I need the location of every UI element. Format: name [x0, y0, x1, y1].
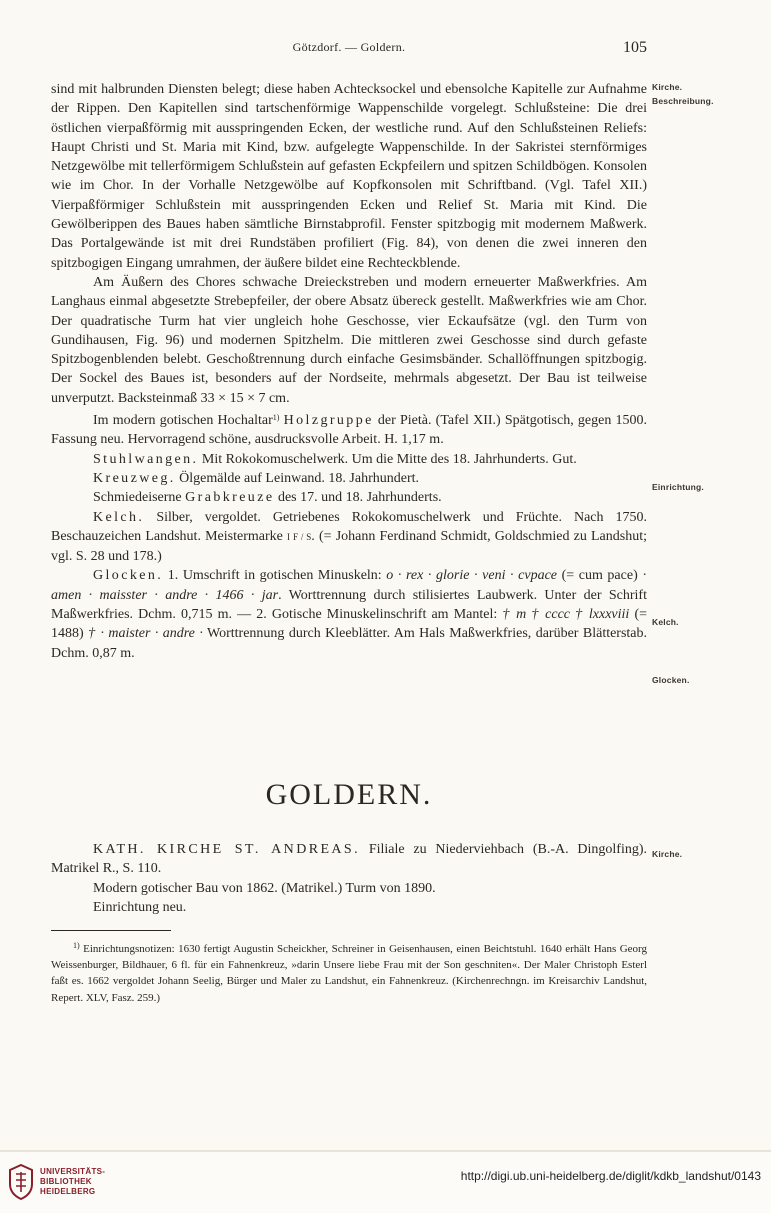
- inscription: † m † cccc † lxxxviii: [502, 607, 630, 623]
- university-library-name[interactable]: [40, 1167, 105, 1197]
- text-run: des 17. und 18. Jahrhunderts.: [277, 490, 442, 506]
- paragraph-description: sind mit halbrunden Diensten belegt; diese haben Achtecksockel und ebensolche Kapitelle zur Aufnahme der Rippen. Den Kapitellen sind tartschenförmige Wappenschilde vorgelegt. Schlußsteine: Die drei östlichen vierpaßförmig mit ausspringenden Ecken, der westliche rund. Auf den Schlußsteinen Reliefs: Haupt Christi und St. Maria mit Kind, bzw. aufgelegte Wappenschilde. In der Sakristei sternförmiges Netzgewölbe mit tellerförmigem Schlußstein auf gefasten Eckpfeilern und spitzen Schildbögen. Konsolen wie im Chor. In der Vorhalle Netzgewölbe auf Kopfkonsolen mit Schriftband. (Vgl. Tafel XII.) Vierpaßförmiger Schlußstein mit ausspringenden Ecken und Relief St. Maria mit Kind. Die Gewölberippen des Baues haben sämtliche Birnstabprofil. Fenster spitzbogig mit modernem Maßwerk. Das Portalgewände ist mit drei Rundstäben profiliert (Fig. 84), von denen die zwei inneren den spitzbogigen Eingang umrahmen, der äußere bildet eine Rechteckblende.: [51, 82, 647, 271]
- paragraph-bau: Modern gotischer Bau von 1862. (Matrikel.) Turm von 1890.: [93, 880, 436, 896]
- permalink-url[interactable]: http://digi.ub.uni-heidelberg.de/diglit/kdkb_landshut/0143: [460, 1169, 761, 1183]
- text-run: Mit Rokokomuschelwerk. Um die Mitte des 18. Jahrhunderts. Gut.: [201, 451, 577, 467]
- footnote-rule: [51, 930, 171, 931]
- viewer-footer: [0, 1150, 771, 1213]
- paragraph-kreuzweg: [51, 469, 647, 488]
- paragraph-einrichtung: Einrichtung neu.: [93, 899, 187, 915]
- logo-line: UNIVERSITÄTS-: [40, 1167, 106, 1176]
- running-title: Götzdorf. — Goldern.: [292, 40, 406, 54]
- paragraph-kirche: [51, 840, 647, 879]
- spaced-term: Grabkreuze: [185, 490, 275, 506]
- inscription: † · maister · andre ·: [88, 626, 203, 642]
- goldern-text: [51, 840, 647, 917]
- text-run: Schmiedeiserne: [93, 490, 182, 506]
- margin-note-glocken: Glocken.: [652, 675, 690, 685]
- running-header: [51, 40, 647, 60]
- paragraph-stuhlwangen: [51, 450, 647, 469]
- spaced-term: Glocken.: [93, 568, 164, 584]
- spaced-term: KATH. KIRCHE ST. ANDREAS.: [93, 842, 360, 857]
- master-mark: I F / S: [287, 531, 312, 542]
- text-run: (= cum pace) ·: [561, 568, 647, 584]
- text-run: Ölgemälde auf Leinwand. 18. Jahrhundert.: [179, 470, 419, 486]
- spaced-term: Kreuzweg.: [93, 470, 176, 486]
- paragraph-hochaltar: [51, 408, 647, 450]
- main-text: [51, 80, 647, 663]
- paragraph-grabkreuze: [51, 488, 647, 507]
- text-run: Filiale zu Niederviehbach (B.-A. Dingolfing). Matrikel R., S. 110.: [51, 842, 648, 877]
- margin-note-kirche-goldern: Kirche.: [652, 849, 683, 859]
- paragraph-exterior: Am Äußern des Chores schwache Dreieckstreben und modern erneuerter Maßwerkfries. Am Langhaus einmal abgesetzte Strebepfeiler, der obere Absatz übereck gestellt. Maßwerkfries wie am Chor. Der quadratische Turm hat vier ungleich hohe Geschosse, vier Eckaufsätze (vgl. den Turm von Gundihausen, Fig. 96) und modernen Spitzhelm. Die mittleren zwei Geschosse sind durch gefaste Spitzbogenblenden belebt. Geschoßtrennung durch einfache Gesimsbänder. Schallöffnungen spitzbogig. Der Sockel des Baues ist, besonders auf der Nordseite, mehrmals abgesetzt. Der Bau ist teilweise unverputzt. Backsteinmaß 33 × 15 × 7 cm.: [51, 274, 647, 406]
- inscription: amen · maisster · andre · 1466 · jar: [51, 587, 279, 603]
- text-run: Einrichtungsnotizen: 1630 fertigt Augustin Scheickher, Schreiner in Geisenhausen, einen Beichtstuhl. 1640 erhält Hans Georg Weissenburger, Bildhauer, 6 fl. für ein Fahnenkreuz, »darin Unsere liebe Frau mit der Son geschniten«. Der Maler Christoph Esterl faßt es. 1662 vergoldet Johann Seelig, Bürger und Maler zu Landshut, ein Fahnenkreuz. (Kirchenrechngn. im Kreisarchiv Landshut, Repert. XLV, Fasz. 259.): [51, 943, 648, 1004]
- section-heading: GOLDERN.: [265, 778, 433, 811]
- spaced-term: Stuhlwangen.: [93, 451, 199, 467]
- text-run: . Worttrennung durch stilisiertes Laubwerk. Unter der Schrift Maßwerkfries. Dchm. 0,715 m. — 2. Gotische Minuskelinschrift am Mantel:: [51, 587, 647, 623]
- margin-note-einrichtung: Einrichtung.: [652, 482, 704, 492]
- spaced-term: Holzgruppe: [283, 413, 374, 429]
- logo-line: HEIDELBERG: [40, 1187, 96, 1196]
- logo-line: BIBLIOTHEK: [40, 1177, 92, 1186]
- text-run: der Pietà. (Tafel XII.) Spätgotisch, gegen 1500. Fassung neu. Hervorragend schöne, ausdrucksvolle Arbeit. H. 1,17 m.: [51, 413, 648, 448]
- text-run: Im modern gotischen Hochaltar: [93, 413, 273, 429]
- footnote-mark: 1): [73, 941, 80, 950]
- text-run: (= 1488): [51, 607, 648, 642]
- footnote-reference: 1): [272, 413, 280, 423]
- text-run: Worttrennung durch Kleeblätter. Am Hals Maßwerkfries, darüber Blätterstab. Dchm. 0,87 m.: [51, 626, 648, 661]
- footnote: [51, 938, 647, 1006]
- spaced-term: Kelch.: [93, 509, 145, 525]
- inscription: o · rex · glorie · veni · cvpace: [386, 568, 557, 584]
- margin-note-beschreibung: Beschreibung.: [652, 96, 714, 106]
- paragraph-glocken: [51, 566, 647, 662]
- margin-note-kirche: Kirche.: [652, 82, 683, 92]
- text-run: . (= Johann Ferdinand Schmidt, Goldschmied zu Landshut; vgl. S. 28 und 178.): [51, 528, 647, 565]
- paragraph-kelch: [51, 508, 647, 567]
- footnote-text: [51, 938, 647, 1006]
- margin-note-kelch: Kelch.: [652, 617, 679, 627]
- university-library-logo-icon[interactable]: [8, 1164, 34, 1200]
- page-number: 105: [623, 39, 647, 56]
- text-run: 1. Umschrift in gotischen Minuskeln:: [167, 568, 382, 584]
- text-run: Silber, vergoldet. Getriebenes Rokokomuschelwerk und Früchte. Nach 1750. Beschauzeichen Landshut. Meistermarke: [51, 509, 648, 544]
